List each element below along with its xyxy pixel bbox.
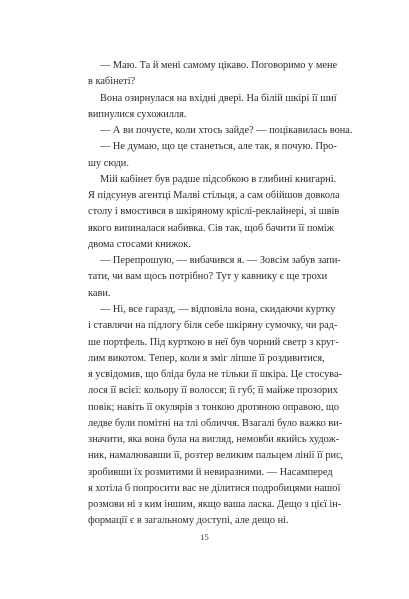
text-line: кави. xyxy=(88,287,111,299)
text-line: в кабінеті? xyxy=(88,76,136,88)
text-line: значити, яка вона була на вигляд, немовби якийсь худож- xyxy=(88,434,340,446)
text-line: — Ні, все гаразд, — відповіла вона, скидаючи куртку xyxy=(100,303,336,315)
text-line: я хотіла б попросити вас не ділитися подробицями нашої xyxy=(88,482,341,494)
text-line: якого випиналася набивка. Сів так, щоб бачити її поміж xyxy=(88,222,334,234)
text-line: Я підсунув агентці Малві стільця, а сам обійшов довкола xyxy=(88,190,340,202)
text-line: формації є в загальному доступі, але дещо ні. xyxy=(88,515,289,527)
text-line: лося її всієї: кольору її волосся; її губ; її майже прозорих xyxy=(88,385,338,397)
text-line: двома стосами книжок. xyxy=(88,238,191,250)
text-line: Мій кабінет був радше підсобкою в глибині книгарні. xyxy=(100,173,337,185)
text-line: розмови ні з ким іншим, якщо ваша ласка. Дещо з цієї ін- xyxy=(88,499,342,511)
text-line: Вона озирнулася на вхідні двері. На білій шкірі її шиї xyxy=(100,92,337,104)
text-line: ше портфель. Під курткою в неї був чорний светр з круг- xyxy=(88,336,339,348)
text-line: ледве були помітні на тлі обличчя. Взагалі було важко ви- xyxy=(88,417,343,429)
text-line: зробивши їх розмитими й невиразними. — Насамперед xyxy=(88,466,333,478)
text-line: лим викотом. Тепер, коли я зміг ліпше її роздивитися, xyxy=(88,352,325,364)
text-line: — Маю. Та й мені самому цікаво. Поговоримо у мене xyxy=(100,60,338,71)
text-line: — А ви почуєте, коли хтось зайде? — поцікавилась вона. xyxy=(100,125,353,137)
text-line: випнулися сухожилля. xyxy=(88,108,187,120)
text-line: і ставлячи на підлогу біля себе шкіряну сумочку, чи рад- xyxy=(88,320,338,332)
text-line: шу сюди. xyxy=(88,157,129,169)
body-text xyxy=(88,58,353,530)
text-line: тати, чи вам щось потрібно? Тут у кавнику є ще трохи xyxy=(88,271,328,283)
text-line: столу і вмостився в шкіряному кріслі-реклайнері, зі швів xyxy=(88,206,340,218)
text-line: ник, намалювавши її, розтер великим пальцем лінії її рис, xyxy=(88,450,344,462)
text-line: повік; навіть її окулярів з тонкою дротяною оправою, що xyxy=(88,401,340,413)
text-line: я усвідомив, що бліда була не тільки її шкіра. Це стосува- xyxy=(88,369,343,381)
page-number: 15 xyxy=(200,532,209,542)
text-line: — Перепрошую, — вибачився я. — Зовсім забув запи- xyxy=(100,255,341,267)
text-line: — Не думаю, що це станеться, але так, я почую. Про- xyxy=(100,141,337,153)
